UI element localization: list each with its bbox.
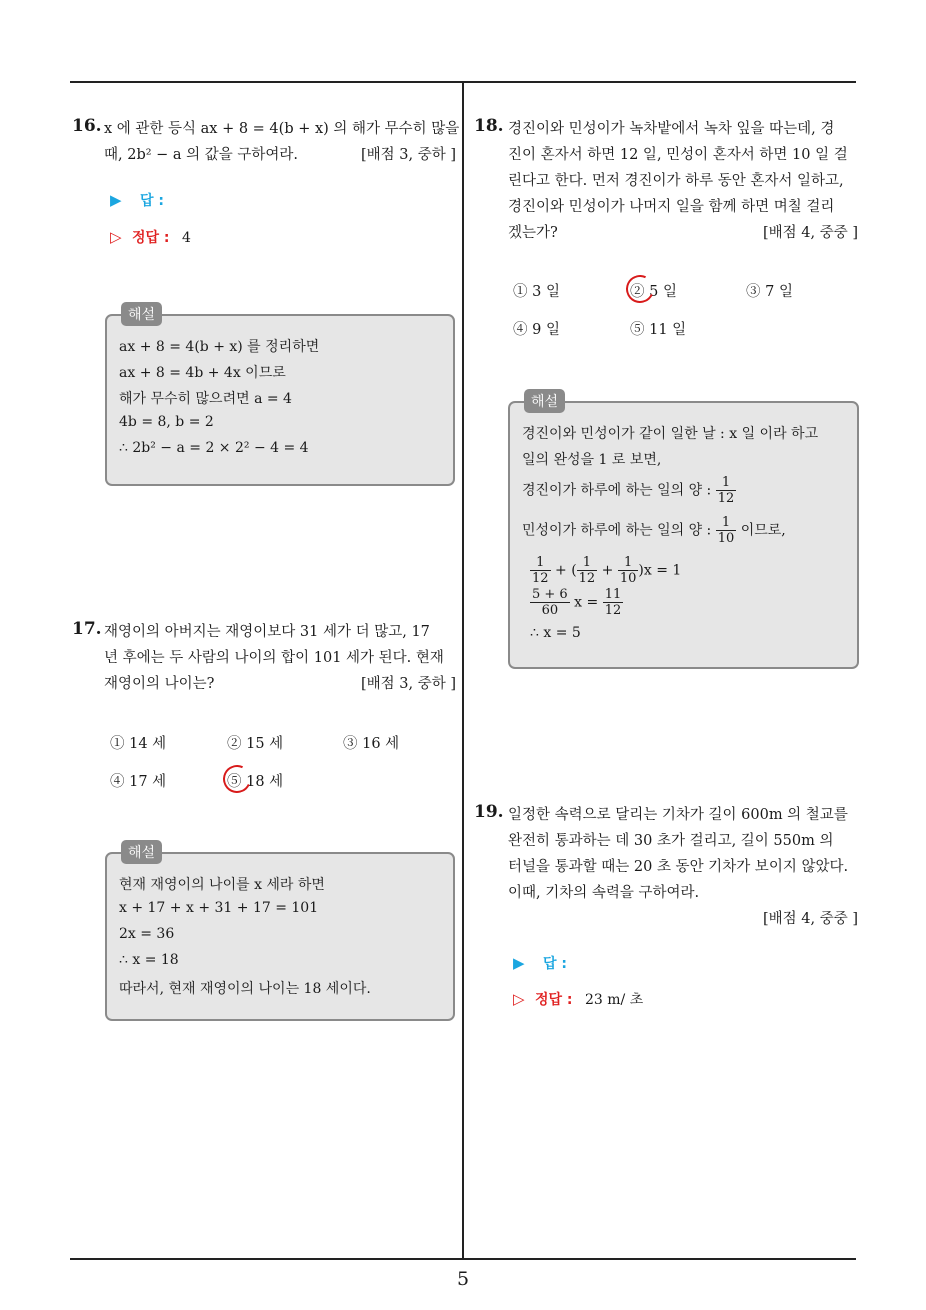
problem-text-line: 경진이와 민성이가 녹차밭에서 녹차 잎을 따는데, 경 <box>508 121 835 137</box>
solution-line: 4b = 8, b = 2 <box>119 414 214 430</box>
solution-line: 경진이가 하루에 하는 일의 양 : $\frac{1}{12}$ <box>522 475 735 506</box>
correct-answer-row <box>110 227 191 247</box>
answer-circle-icon <box>219 761 255 797</box>
problem-text-line: 경진이와 민성이가 나머지 일을 함께 하면 며칠 걸리 <box>508 199 835 215</box>
answer-row <box>513 953 567 973</box>
solution-line: 해가 무수히 많으려면 a = 4 <box>119 391 292 407</box>
problem-text-line: 때, 2b² − a 의 값을 구하여라. <box>104 147 299 163</box>
solution-equation: $\frac{5 + 6}{60}$ x = $\frac{11}{12}$ <box>532 587 622 618</box>
problem-number: 17. <box>72 619 102 639</box>
solution-line: ∴ x = 5 <box>530 625 581 641</box>
problem-text-line: x 에 관한 등식 ax + 8 = 4(b + x) 의 해가 무수히 많을 <box>104 121 460 137</box>
correct-answer-label: 정답 : <box>132 230 170 246</box>
solution-box <box>105 307 455 486</box>
fraction: $\frac{1}{12}$ <box>717 475 735 506</box>
problem-18 <box>474 116 858 246</box>
score-label: [배점 3, 중하 ] <box>360 147 456 163</box>
problem-text-line: 린다고 한다. 먼저 경진이가 하루 동안 혼자서 일하고, <box>508 173 844 189</box>
score-label: [배점 4, 중중 ] <box>762 911 858 927</box>
solution-equation: $\frac{1}{12}$ + ( $\frac{1}{12}$ + $\frac{1}{10}$ )x = 1 <box>532 555 682 586</box>
correct-answer-label: 정답 : <box>535 992 573 1008</box>
solution-line: 민성이가 하루에 하는 일의 양 : $\frac{1}{10}$ 이므로, <box>522 515 786 546</box>
solution-line: 2x = 36 <box>119 926 175 942</box>
play-arrow-icon: ▶ <box>110 191 122 209</box>
hollow-arrow-icon: ▷ <box>513 990 525 1008</box>
fraction: $\frac{1}{10}$ <box>717 515 735 546</box>
answer-row <box>110 190 164 210</box>
solution-line: ∴ x = 18 <box>119 952 179 968</box>
choice-list <box>513 280 853 340</box>
choice-option[interactable]: ③ 16 세 <box>343 736 400 752</box>
answer-label: 답 : <box>543 956 567 972</box>
column-divider <box>462 82 464 1259</box>
choice-option[interactable]: ① 3 일 <box>513 284 560 300</box>
bottom-rule <box>70 1258 856 1260</box>
solution-line: x + 17 + x + 31 + 17 = 101 <box>119 900 319 916</box>
problem-number: 16. <box>72 116 102 136</box>
score-label: [배점 3, 중하 ] <box>360 676 456 692</box>
answer-circle-icon <box>622 271 658 307</box>
problem-number: 18. <box>474 116 504 136</box>
problem-text-line: 년 후에는 두 사람의 나이의 합이 101 세가 된다. 현재 <box>104 650 444 666</box>
problem-19 <box>474 802 858 932</box>
solution-line: 현재 재영이의 나이를 x 세라 하면 <box>119 877 325 893</box>
solution-line: 일의 완성을 1 로 보면, <box>522 452 662 468</box>
solution-tag: 해설 <box>524 389 565 413</box>
play-arrow-icon: ▶ <box>513 954 525 972</box>
problem-16 <box>72 116 460 168</box>
choice-option-selected[interactable]: ⑤ 18 세 <box>227 770 283 791</box>
solution-box <box>508 394 859 669</box>
solution-line: ax + 8 = 4b + 4x 이므로 <box>119 365 286 381</box>
problem-text-line: 진이 혼자서 하면 12 일, 민성이 혼자서 하면 10 일 걸 <box>508 147 848 163</box>
choice-option[interactable]: ④ 9 일 <box>513 322 560 338</box>
problem-text-line: 터널을 통과할 때는 20 초 동안 기차가 보이지 않았다. <box>508 859 849 875</box>
choice-option-selected[interactable]: ② 5 일 <box>630 280 677 301</box>
hollow-arrow-icon: ▷ <box>110 228 122 246</box>
solution-tag: 해설 <box>121 302 162 326</box>
solution-line: 경진이와 민성이가 같이 일한 날 : x 일 이라 하고 <box>522 426 819 442</box>
choice-option[interactable]: ⑤ 11 일 <box>630 322 687 338</box>
choice-list <box>110 732 450 792</box>
problem-text-line: 겠는가? <box>508 225 558 241</box>
problem-17 <box>72 619 456 697</box>
answer-label: 답 : <box>140 193 164 209</box>
problem-text-line: 재영이의 나이는? <box>104 676 215 692</box>
choice-option[interactable]: ④ 17 세 <box>110 774 167 790</box>
problem-text-line: 이때, 기차의 속력을 구하여라. <box>508 885 700 901</box>
correct-answer-row <box>513 989 643 1009</box>
solution-line: 따라서, 현재 재영이의 나이는 18 세이다. <box>119 981 371 997</box>
problem-text-line: 완전히 통과하는 데 30 초가 걸리고, 길이 550m 의 <box>508 833 834 849</box>
choice-option[interactable]: ③ 7 일 <box>746 284 793 300</box>
solution-line: ax + 8 = 4(b + x) 를 정리하면 <box>119 339 320 355</box>
choice-option[interactable]: ② 15 세 <box>227 736 284 752</box>
problem-text-line: 일정한 속력으로 달리는 기차가 길이 600m 의 철교를 <box>508 807 848 823</box>
solution-tag: 해설 <box>121 840 162 864</box>
problem-text-line: 재영이의 아버지는 재영이보다 31 세가 더 많고, 17 <box>104 624 430 640</box>
correct-answer-value: 4 <box>181 230 191 246</box>
solution-line: ∴ 2b² − a = 2 × 2² − 4 = 4 <box>119 440 309 456</box>
page-number: 5 <box>456 1268 470 1290</box>
problem-number: 19. <box>474 802 504 822</box>
correct-answer-value: 23 m/ 초 <box>584 992 644 1008</box>
score-label: [배점 4, 중중 ] <box>762 225 858 241</box>
solution-box <box>105 845 455 1021</box>
choice-option[interactable]: ① 14 세 <box>110 736 167 752</box>
